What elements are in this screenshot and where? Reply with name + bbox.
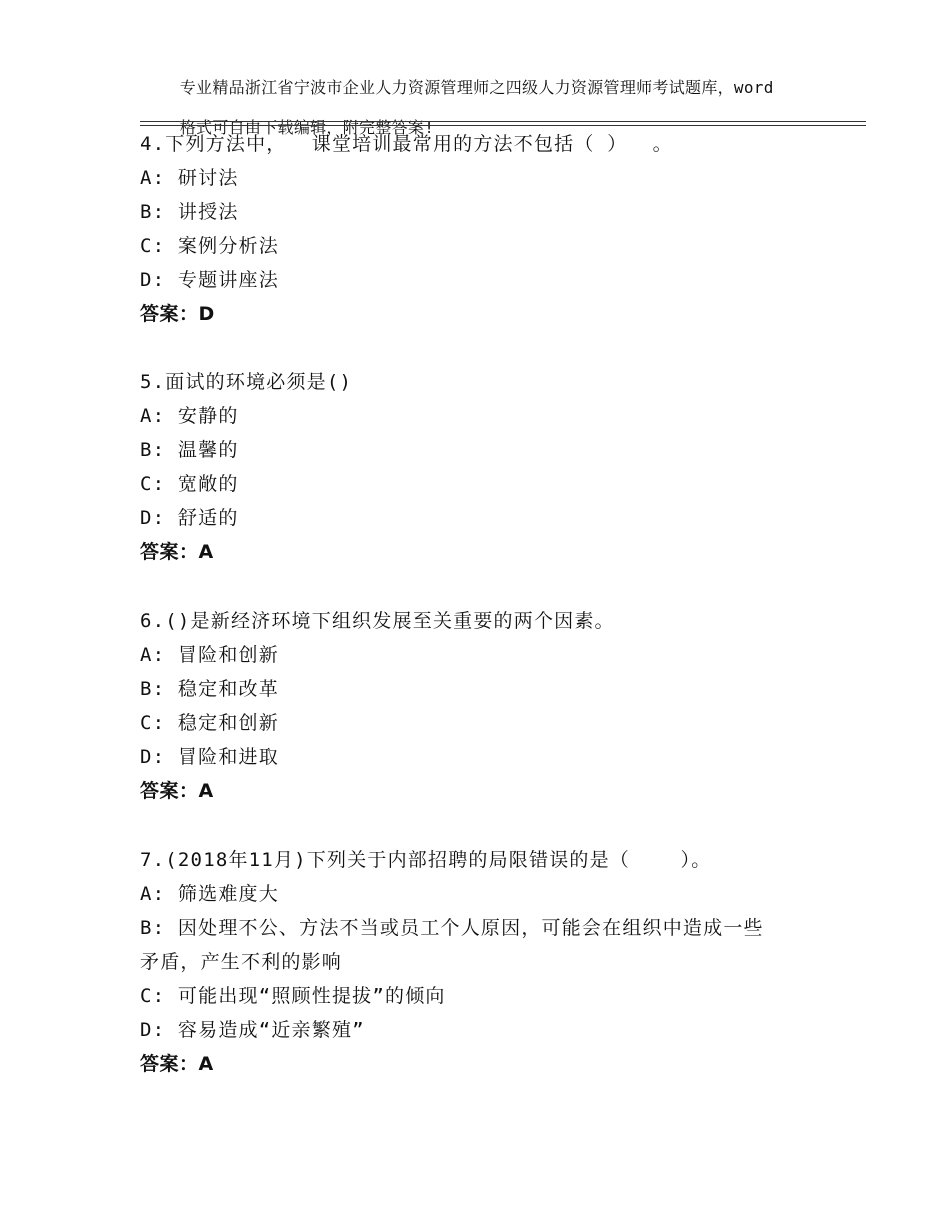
option-c: C: 可能出现“照顾性提拔”的倾向 <box>140 985 446 1007</box>
question-stem: 7.(2018年11月)下列关于内部招聘的局限错误的是（ ）。 <box>140 849 712 871</box>
option-a: A: 冒险和创新 <box>140 644 279 666</box>
option-a: A: 筛选难度大 <box>140 883 279 905</box>
question-block <box>140 127 820 331</box>
answer-line: 答案：A <box>140 1053 214 1075</box>
question-block <box>140 604 820 808</box>
option-b: B: 讲授法 <box>140 201 239 223</box>
header-divider <box>140 125 866 126</box>
option-b-continued: 矛盾，产生不利的影响 <box>140 951 343 973</box>
option-d: D: 舒适的 <box>140 507 239 529</box>
option-c: C: 宽敞的 <box>140 473 239 495</box>
option-d: D: 专题讲座法 <box>140 269 279 291</box>
header-divider <box>140 121 866 122</box>
option-b: B: 因处理不公、方法不当或员工个人原因，可能会在组织中造成一些 <box>140 917 764 939</box>
answer-line: 答案：A <box>140 780 214 802</box>
question-stem: 6.()是新经济环境下组织发展至关重要的两个因素。 <box>140 610 615 632</box>
option-d: D: 容易造成“近亲繁殖” <box>140 1019 365 1041</box>
answer-line: 答案：A <box>140 541 214 563</box>
option-a: A: 研讨法 <box>140 167 239 189</box>
option-a: A: 安静的 <box>140 405 239 427</box>
header-line: 专业精品浙江省宁波市企业人力资源管理师之四级人力资源管理师考试题库，word <box>179 78 774 97</box>
option-c: C: 案例分析法 <box>140 235 279 257</box>
question-stem: 5.面试的环境必须是() <box>140 371 353 393</box>
option-b: B: 温馨的 <box>140 439 239 461</box>
answer-line: 答案：D <box>140 303 215 325</box>
question-block <box>140 365 820 569</box>
question-block <box>140 843 820 1081</box>
question-stem: 4.下列方法中， 课堂培训最常用的方法不包括（ ） 。 <box>140 133 673 155</box>
header-line: 格式可自由下载编辑，附完整答案! <box>179 118 435 137</box>
option-c: C: 稳定和创新 <box>140 712 279 734</box>
option-b: B: 稳定和改革 <box>140 678 279 700</box>
option-d: D: 冒险和进取 <box>140 746 279 768</box>
